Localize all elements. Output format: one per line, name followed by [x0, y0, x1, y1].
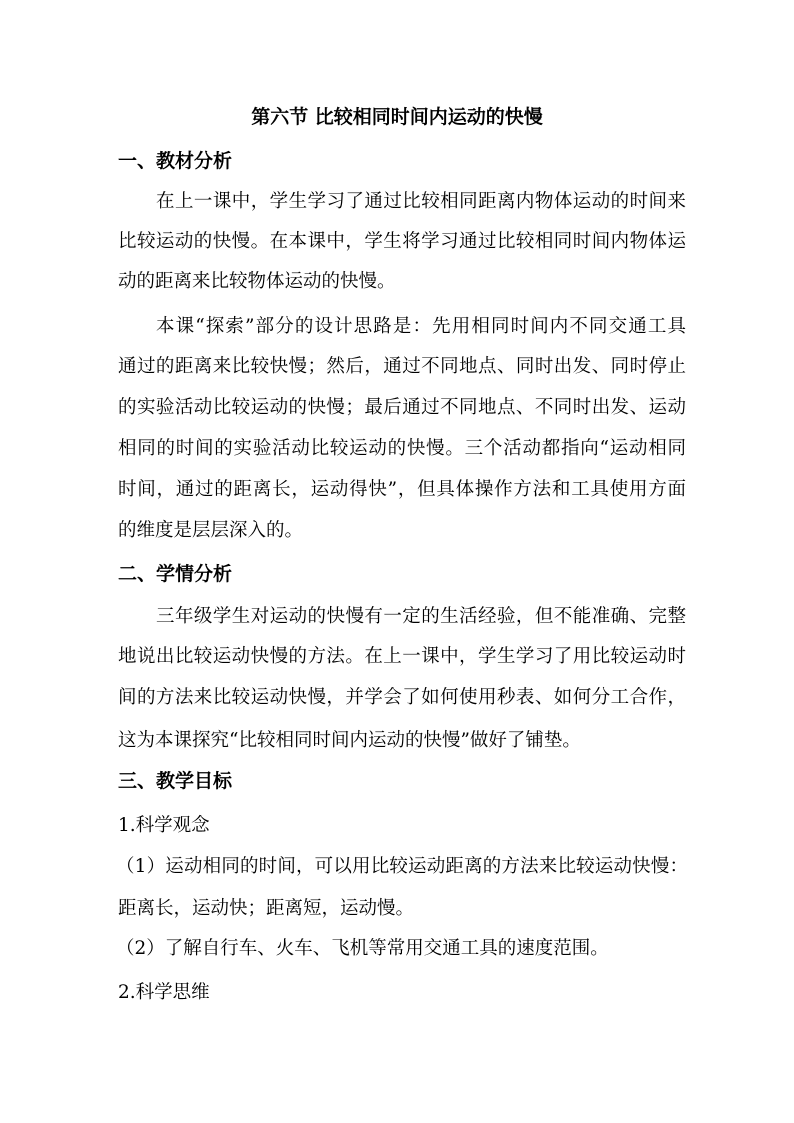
paragraph-line: 相同的时间的实验活动比较运动的快慢。三个活动都指向“运动相同	[118, 438, 686, 459]
paragraph-line: 通过的距离来比较快慢；然后，通过不同地点、同时出发、同时停止	[118, 356, 686, 377]
paragraph-line: 地说出比较运动快慢的方法。在上一课中，学生学习了用比较运动时	[118, 646, 686, 667]
paragraph-line: 时间，通过的距离长，运动得快”，但具体操作方法和工具使用方面	[118, 479, 686, 500]
list-item-2: 2.科学思维	[118, 982, 210, 1003]
sub-item-1-line-1: （1）运动相同的时间，可以用比较运动距离的方法来比较运动快慢：	[116, 856, 688, 877]
section-heading-1: 一、教材分析	[118, 150, 233, 172]
list-item-1: 1.科学观念	[118, 815, 210, 836]
paragraph-line: 三年级学生对运动的快慢有一定的生活经验，但不能准确、完整	[156, 606, 686, 627]
paragraph-line: 本课“探索”部分的设计思路是：先用相同时间内不同交通工具	[156, 316, 686, 337]
section-heading-3: 三、教学目标	[118, 770, 233, 792]
paragraph-line: 的实验活动比较运动的快慢；最后通过不同地点、不同时出发、运动	[118, 397, 686, 418]
paragraph-line: 动的距离来比较物体运动的快慢。	[118, 271, 396, 292]
sub-item-2: （2）了解自行车、火车、飞机等常用交通工具的速度范围。	[116, 938, 609, 959]
paragraph-line: 间的方法来比较运动快慢，并学会了如何使用秒表、如何分工合作，	[118, 687, 686, 708]
page-title: 第六节 比较相同时间内运动的快慢	[251, 106, 543, 128]
paragraph-line: 的维度是层层深入的。	[118, 520, 304, 541]
sub-item-1-line-2: 距离长，运动快；距离短，运动慢。	[118, 898, 415, 919]
section-heading-2: 二、学情分析	[118, 563, 233, 585]
paragraph-line: 比较运动的快慢。在本课中，学生将学习通过比较相同时间内物体运	[118, 231, 686, 252]
paragraph-line: 这为本课探究“比较相同时间内运动的快慢”做好了铺垫。	[118, 730, 581, 751]
paragraph-line: 在上一课中，学生学习了通过比较相同距离内物体运动的时间来	[156, 191, 686, 212]
